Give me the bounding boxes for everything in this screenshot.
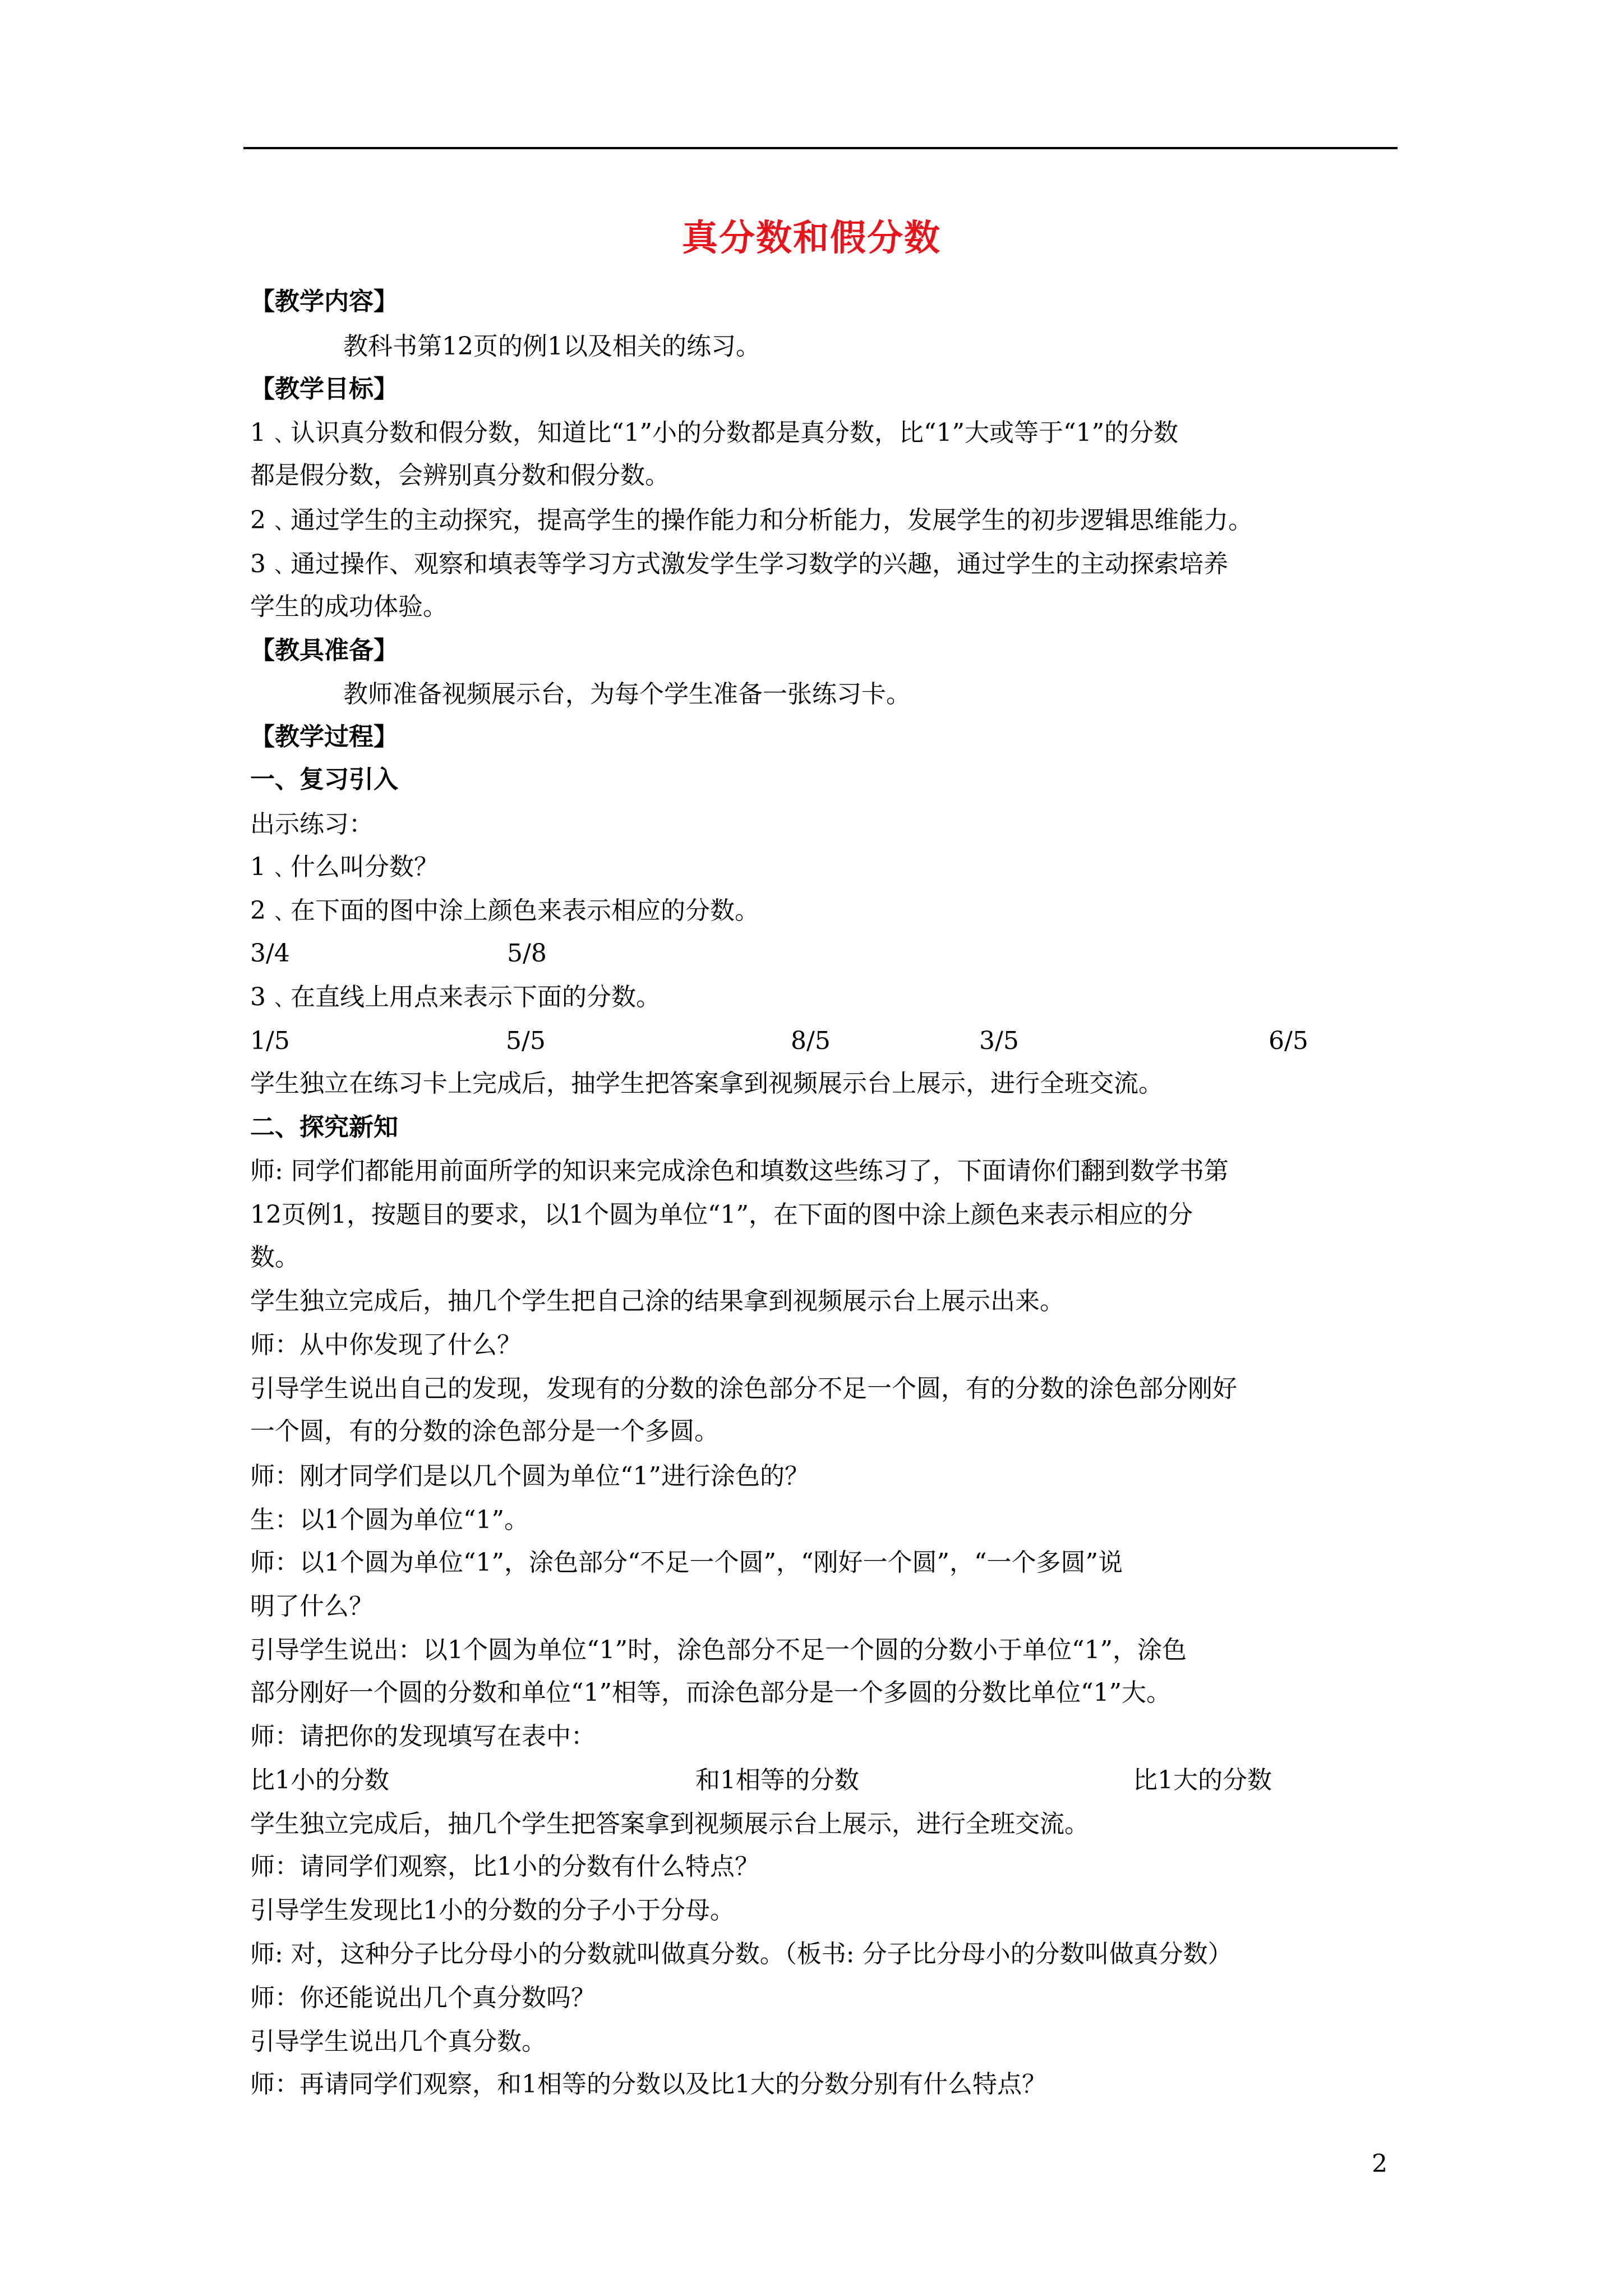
fraction-row-2 — [250, 1024, 1400, 1058]
fraction-a: 3/4 — [250, 939, 290, 968]
teacher-8: 师：你还能说出几个真分数吗？ — [250, 1984, 596, 2012]
tools-text: 教师准备视频展示台，为每个学生准备一张练习卡。 — [343, 680, 911, 708]
teacher-9: 师：再请同学们观察，和1相等的分数以及比1大的分数分别有什么特点？ — [250, 2070, 1046, 2099]
header-rule — [243, 147, 1398, 149]
goal-3-line-2: 学生的成功体验。 — [250, 592, 448, 621]
part-1-end: 学生独立在练习卡上完成后，抽学生把答案拿到视频展示台上展示，进行全班交流。 — [250, 1069, 1163, 1098]
table-column-less-than-one: 比1小的分数 — [250, 1766, 389, 1795]
content-text: 教科书第12页的例1以及相关的练习。 — [343, 332, 760, 361]
guide-3: 引导学生发现比1小的分数的分子小于分母。 — [250, 1896, 735, 1925]
exercise-3: 3﹑在直线上用点来表示下面的分数。 — [250, 983, 661, 1011]
student-1: 学生独立完成后，抽几个学生把自己涂的结果拿到视频展示台上展示出来。 — [250, 1287, 1064, 1315]
line-fraction-1: 1/5 — [250, 1027, 290, 1055]
teacher-4-line-2: 明了什么？ — [250, 1592, 374, 1621]
student-3: 学生独立完成后，抽几个学生把答案拿到视频展示台上展示，进行全班交流。 — [250, 1810, 1089, 1838]
part-2-heading: 二、探究新知 — [250, 1113, 398, 1142]
goal-1-line-2: 都是假分数，会辨别真分数和假分数。 — [250, 461, 670, 490]
goals-heading: 【教学目标】 — [250, 375, 398, 403]
line-fraction-2: 5/5 — [506, 1027, 546, 1055]
student-2: 生：以1个圆为单位“1”。 — [250, 1506, 529, 1534]
guide-1-line-1: 引导学生说出自己的发现，发现有的分数的涂色部分不足一个圆，有的分数的涂色部分刚好 — [250, 1374, 1237, 1403]
page-title: 真分数和假分数 — [682, 217, 941, 259]
guide-1-line-2: 一个圆，有的分数的涂色部分是一个多圆。 — [250, 1417, 719, 1446]
exercise-2: 2﹑在下面的图中涂上颜色来表示相应的分数。 — [250, 896, 759, 925]
process-heading: 【教学过程】 — [250, 723, 398, 751]
table-column-equal-one: 和1相等的分数 — [695, 1766, 859, 1795]
page-number: 2 — [1372, 2150, 1387, 2178]
teacher-3: 师：刚才同学们是以几个圆为单位“1”进行涂色的？ — [250, 1462, 809, 1490]
teacher-6: 师：请同学们观察，比1小的分数有什么特点？ — [250, 1852, 759, 1881]
table-column-greater-than-one: 比1大的分数 — [1133, 1766, 1272, 1795]
teacher-1-line-2: 12页例1，按题目的要求，以1个圆为单位“1”，在下面的图中涂上颜色来表示相应的分 — [250, 1200, 1193, 1229]
tools-heading: 【教具准备】 — [250, 636, 398, 665]
guide-2-line-2: 部分刚好一个圆的分数和单位“1”相等，而涂色部分是一个多圆的分数比单位“1”大。 — [250, 1678, 1171, 1707]
content-heading: 【教学内容】 — [250, 287, 398, 316]
line-fraction-4: 3/5 — [979, 1027, 1019, 1055]
guide-2-line-1: 引导学生说出：以1个圆为单位“1”时，涂色部分不足一个圆的分数小于单位“1”，涂色 — [250, 1636, 1187, 1664]
part-1-heading: 一、复习引入 — [250, 765, 398, 794]
teacher-1-line-3: 数。 — [250, 1243, 299, 1272]
line-fraction-5: 6/5 — [1269, 1027, 1308, 1055]
teacher-5: 师：请把你的发现填写在表中： — [250, 1722, 596, 1751]
goal-1-line-1: 1﹑认识真分数和假分数，知道比“1”小的分数都是真分数，比“1”大或等于“1”的分数 — [250, 418, 1178, 447]
teacher-7: 师: 对，这种分子比分母小的分数就叫做真分数。（板书: 分子比分母小的分数叫做真分数） — [250, 1940, 1233, 1968]
line-fraction-3: 8/5 — [791, 1027, 831, 1055]
fraction-b: 5/8 — [507, 939, 547, 968]
teacher-4-line-1: 师：以1个圆为单位“1”，涂色部分“不足一个圆”，“刚好一个圆”，“一个多圆”说 — [250, 1548, 1123, 1577]
show-exercise: 出示练习： — [250, 810, 374, 839]
guide-4: 引导学生说出几个真分数。 — [250, 2027, 546, 2056]
comparison-table-header — [250, 1764, 1400, 1797]
goal-3-line-1: 3﹑通过操作、观察和填表等学习方式激发学生学习数学的兴趣，通过学生的主动探索培养 — [250, 550, 1228, 578]
teacher-1-line-1: 师: 同学们都能用前面所学的知识来完成涂色和填数这些练习了，下面请你们翻到数学书第 — [250, 1157, 1229, 1185]
teacher-2: 师：从中你发现了什么？ — [250, 1331, 522, 1359]
exercise-1: 1﹑什么叫分数？ — [250, 853, 439, 881]
goal-2: 2﹑通过学生的主动探究，提高学生的操作能力和分析能力，发展学生的初步逻辑思维能力。 — [250, 506, 1253, 535]
